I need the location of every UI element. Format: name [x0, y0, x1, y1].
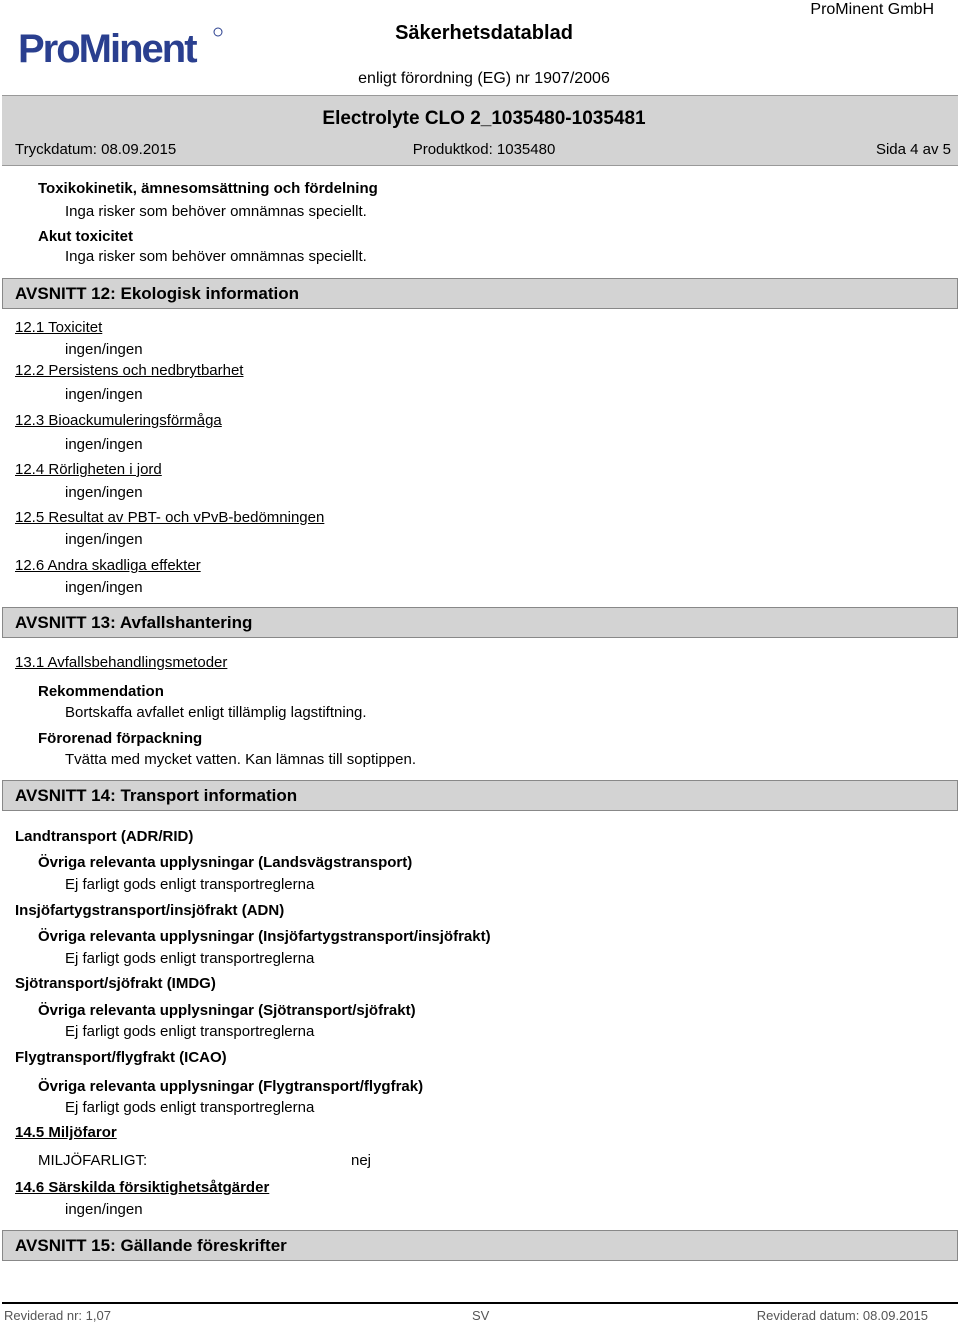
air-transport-label: Flygtransport/flygfrakt (ICAO) [15, 1049, 227, 1066]
footer-divider [2, 1302, 958, 1304]
inland-transport-value: Ej farligt gods enligt transportreglerna [65, 950, 315, 967]
sea-transport-label: Sjötransport/sjöfrakt (IMDG) [15, 975, 216, 992]
document-title: Säkerhetsdatablad [395, 22, 573, 44]
miljofarligt-label: MILJÖFARLIGT: [38, 1152, 148, 1169]
sea-transport-value: Ej farligt gods enligt transportreglerna [65, 1023, 315, 1040]
section-12-title: AVSNITT 12: Ekologisk information [2, 278, 958, 309]
land-transport-sub: Övriga relevanta upplysningar (Landsvägstransport) [38, 854, 413, 871]
akut-toxicitet-value: Inga risker som behöver omnämnas speciellt. [65, 248, 367, 265]
sec12-heading-3: 12.3 Bioackumuleringsförmåga [15, 412, 222, 429]
section-13-title: AVSNITT 13: Avfallshantering [2, 607, 958, 638]
sec13-subheading: 13.1 Avfallsbehandlingsmetoder [15, 654, 228, 671]
sec12-value-2: ingen/ingen [65, 386, 143, 403]
document-header [0, 0, 960, 166]
sec12-heading-4: 12.4 Rörligheten i jord [15, 461, 162, 478]
sec12-heading-6: 12.6 Andra skadliga effekter [15, 557, 201, 574]
inland-transport-sub: Övriga relevanta upplysningar (Insjöfartygstransport/insjöfrakt) [38, 928, 491, 945]
air-transport-sub: Övriga relevanta upplysningar (Flygtransport/flygfrak) [38, 1078, 424, 1095]
section-15-title: AVSNITT 15: Gällande föreskrifter [2, 1230, 958, 1261]
sec12-value-3: ingen/ingen [65, 436, 143, 453]
land-transport-value: Ej farligt gods enligt transportreglerna [65, 876, 315, 893]
page-number: Sida 4 av 5 [875, 141, 951, 158]
sec12-value-1: ingen/ingen [65, 341, 143, 358]
print-date: Tryckdatum: 08.09.2015 [15, 141, 177, 158]
sec12-value-4: ingen/ingen [65, 484, 143, 501]
fororenad-forpackning-value: Tvätta med mycket vatten. Kan lämnas till soptippen. [65, 751, 416, 768]
miljofarligt-value: nej [351, 1152, 372, 1169]
sec12-heading-1: 12.1 Toxicitet [15, 319, 103, 336]
fororenad-forpackning-label: Förorenad förpackning [38, 730, 203, 747]
inland-transport-label: Insjöfartygstransport/insjöfrakt (ADN) [15, 902, 285, 919]
toxikokinetik-value: Inga risker som behöver omnämnas speciellt. [65, 203, 367, 220]
air-transport-value: Ej farligt gods enligt transportreglerna [65, 1099, 315, 1116]
product-name: Electrolyte CLO 2_1035480-1035481 [322, 108, 646, 129]
sec12-value-6: ingen/ingen [65, 579, 143, 596]
sec12-value-5: ingen/ingen [65, 531, 143, 548]
language-code: SV [472, 1308, 490, 1323]
product-code: Produktkod: 1035480 [412, 141, 556, 158]
sec12-heading-2: 12.2 Persistens och nedbrytbarhet [15, 362, 244, 379]
rekommendation-label: Rekommendation [38, 683, 164, 700]
svg-text:ProMinent: ProMinent [18, 27, 196, 70]
revision-date: Reviderad datum: 08.09.2015 [756, 1308, 928, 1323]
akut-toxicitet-label: Akut toxicitet [38, 228, 134, 245]
miljofaror-heading: 14.5 Miljöfaror [15, 1124, 117, 1141]
sec12-heading-5: 12.5 Resultat av PBT- och vPvB-bedömningen [15, 509, 325, 526]
company-name: ProMinent GmbH [810, 1, 934, 18]
sea-transport-sub: Övriga relevanta upplysningar (Sjötransport/sjöfrakt) [38, 1002, 416, 1019]
revision-number: Reviderad nr: 1,07 [4, 1308, 111, 1323]
sarskilda-forsiktighetsatgarder-heading: 14.6 Särskilda försiktighetsåtgärder [15, 1179, 270, 1196]
document-subtitle: enligt förordning (EG) nr 1907/2006 [358, 70, 610, 87]
land-transport-label: Landtransport (ADR/RID) [15, 828, 194, 845]
section-14-title: AVSNITT 14: Transport information [2, 780, 958, 811]
sarskilda-forsiktighetsatgarder-value: ingen/ingen [65, 1201, 143, 1218]
toxikokinetik-label: Toxikokinetik, ämnesomsättning och fördelning [38, 180, 378, 197]
rekommendation-value: Bortskaffa avfallet enligt tillämplig lagstiftning. [65, 704, 367, 721]
